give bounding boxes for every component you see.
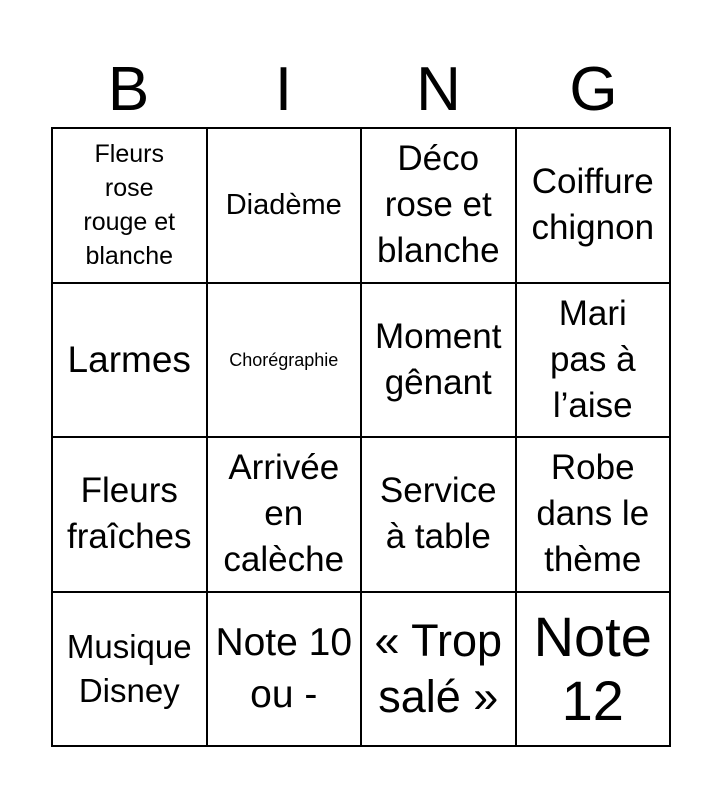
bingo-cell-4[interactable] xyxy=(517,129,672,284)
bingo-cell-3[interactable] xyxy=(362,129,517,284)
cell-label: Fleurs fraîches xyxy=(67,471,192,557)
bingo-cell-2[interactable] xyxy=(208,129,363,284)
header-letter-i: I xyxy=(274,55,293,124)
header-letter-n: N xyxy=(416,55,461,124)
cell-label: Musique Disney xyxy=(66,627,192,709)
cell-label: Diadème xyxy=(225,189,342,222)
cell-label: Moment gênant xyxy=(375,316,502,402)
header-letter-g: G xyxy=(569,55,618,124)
cell-label: Arrivée en calèche xyxy=(223,448,345,580)
bingo-cell-9[interactable] xyxy=(53,438,208,593)
cell-label: Coiffure chignon xyxy=(531,162,655,248)
bingo-grid xyxy=(51,127,671,747)
header-letter-b: B xyxy=(107,55,150,124)
bingo-cell-16[interactable] xyxy=(517,593,672,748)
bingo-cell-10[interactable] xyxy=(208,438,363,593)
cell-label: Fleurs rose rouge et blanche xyxy=(83,140,176,271)
bingo-cell-14[interactable] xyxy=(208,593,363,748)
cell-label: Mari pas à l’aise xyxy=(549,293,636,425)
cell-label: Service à table xyxy=(379,471,497,557)
bingo-header xyxy=(51,52,671,128)
cell-label: Note 10 ou - xyxy=(215,620,353,716)
cell-label: Robe dans le thème xyxy=(536,448,650,580)
cell-label: Chorégraphie xyxy=(229,349,339,370)
cell-label: Note 12 xyxy=(533,604,652,732)
bingo-cell-1[interactable] xyxy=(53,129,208,284)
bingo-cell-15[interactable] xyxy=(362,593,517,748)
bingo-cell-7[interactable] xyxy=(362,284,517,439)
bingo-cell-11[interactable] xyxy=(362,438,517,593)
cell-label: Déco rose et blanche xyxy=(376,139,500,271)
cell-label: Larmes xyxy=(67,338,191,380)
bingo-cell-5[interactable] xyxy=(53,284,208,439)
bingo-cell-8[interactable] xyxy=(517,284,672,439)
bingo-cell-6[interactable] xyxy=(208,284,363,439)
bingo-cell-13[interactable] xyxy=(53,593,208,748)
bingo-cell-12[interactable] xyxy=(517,438,672,593)
cell-label: « Trop salé » xyxy=(374,614,503,722)
